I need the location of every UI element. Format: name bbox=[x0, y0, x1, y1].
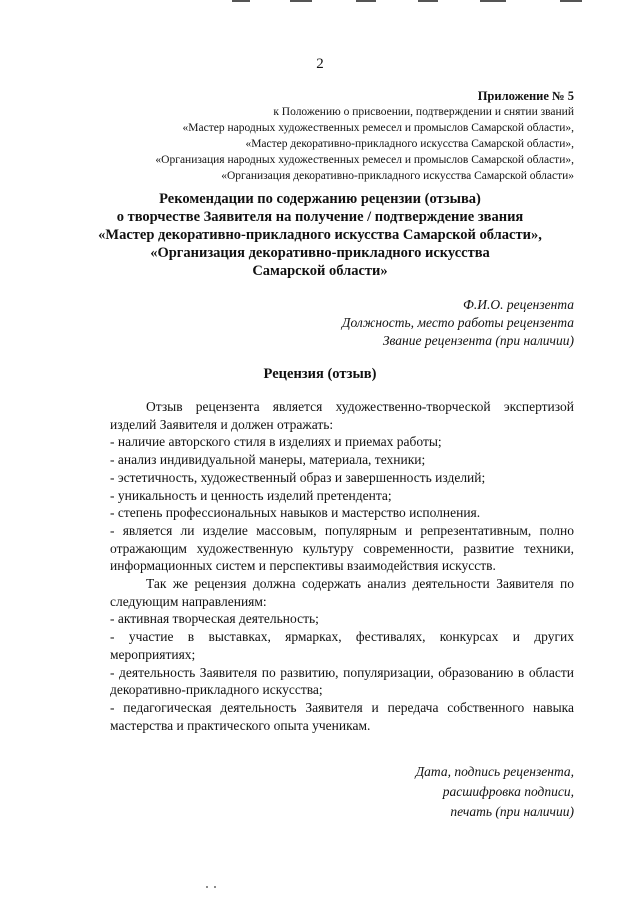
title-line: Рекомендации по содержанию рецензии (отзыва) bbox=[159, 191, 481, 207]
reviewer-rank: Звание рецензента (при наличии) bbox=[382, 333, 574, 348]
title-line: Самарской области» bbox=[252, 263, 388, 279]
scan-speck bbox=[214, 886, 216, 888]
signature-block bbox=[416, 762, 574, 822]
reviewer-block bbox=[342, 296, 574, 350]
appendix-line: к Положению о присвоении, подтверждении и снятии званий bbox=[273, 106, 574, 118]
page-number: 2 bbox=[316, 56, 324, 72]
title-line: о творчестве Заявителя на получение / подтверждение звания bbox=[116, 209, 524, 225]
scan-mark bbox=[418, 0, 438, 2]
activity-intro-paragraph: Так же рецензия должна содержать анализ деятельности Заявителя по следующим направлениям: bbox=[110, 576, 574, 609]
appendix-header bbox=[155, 88, 574, 184]
scan-speck bbox=[206, 886, 208, 888]
activity-item: - участие в выставках, ярмарках, фестивалях, конкурсах и других мероприятиях; bbox=[110, 629, 574, 662]
document-title bbox=[0, 190, 640, 280]
title-line: «Организация декоративно-прикладного искусства bbox=[150, 245, 490, 261]
criteria-item: - степень профессиональных навыков и мастерство исполнения. bbox=[110, 505, 481, 521]
scan-mark bbox=[232, 0, 250, 2]
signature-line: Дата, подпись рецензента, bbox=[415, 764, 574, 779]
criteria-item: - является ли изделие массовым, популярным и репрезентативным, полно отражающим художественную культуру современности, развитие техники, информационных систем и перспективы взаимодействия искусств. bbox=[110, 522, 574, 574]
criteria-item: - уникальность и ценность изделий претендента; bbox=[110, 487, 392, 503]
reviewer-position: Должность, место работы рецензента bbox=[341, 315, 574, 330]
title-line: «Мастер декоративно-прикладного искусства Самарской области», bbox=[98, 227, 542, 243]
review-body bbox=[110, 398, 574, 734]
criteria-item: - эстетичность, художественный образ и завершенность изделий; bbox=[110, 469, 486, 485]
scan-mark bbox=[290, 0, 312, 2]
reviewer-name: Ф.И.О. рецензента bbox=[463, 297, 574, 312]
activity-item: - педагогическая деятельность Заявителя и передача собственного навыка мастерства и практического опыта ученикам. bbox=[110, 699, 574, 733]
scan-mark bbox=[356, 0, 376, 2]
section-heading: Рецензия (отзыв) bbox=[263, 366, 377, 382]
criteria-item: - наличие авторского стиля в изделиях и приемах работы; bbox=[110, 434, 442, 450]
appendix-title: Приложение № 5 bbox=[477, 89, 574, 103]
appendix-line: «Мастер декоративно-прикладного искусства Самарской области», bbox=[245, 138, 574, 150]
intro-paragraph: Отзыв рецензента является художественно-творческой экспертизой изделий Заявителя и должен отражать: bbox=[110, 399, 574, 432]
appendix-line: «Организация народных художественных ремесел и промыслов Самарской области», bbox=[155, 154, 574, 166]
signature-line: печать (при наличии) bbox=[450, 804, 574, 819]
appendix-line: «Мастер народных художественных ремесел и промыслов Самарской области», bbox=[182, 122, 574, 134]
scan-mark bbox=[560, 0, 582, 2]
activity-item: - деятельность Заявителя по развитию, популяризации, образованию в области декоративно-прикладного искусства; bbox=[110, 664, 574, 698]
criteria-item: - анализ индивидуальной манеры, материала, техники; bbox=[110, 452, 426, 468]
activity-item: - активная творческая деятельность; bbox=[110, 611, 319, 627]
signature-line: расшифровка подписи, bbox=[442, 784, 574, 799]
scan-mark bbox=[480, 0, 506, 2]
appendix-line: «Организация декоративно-прикладного искусства Самарской области» bbox=[221, 170, 574, 182]
